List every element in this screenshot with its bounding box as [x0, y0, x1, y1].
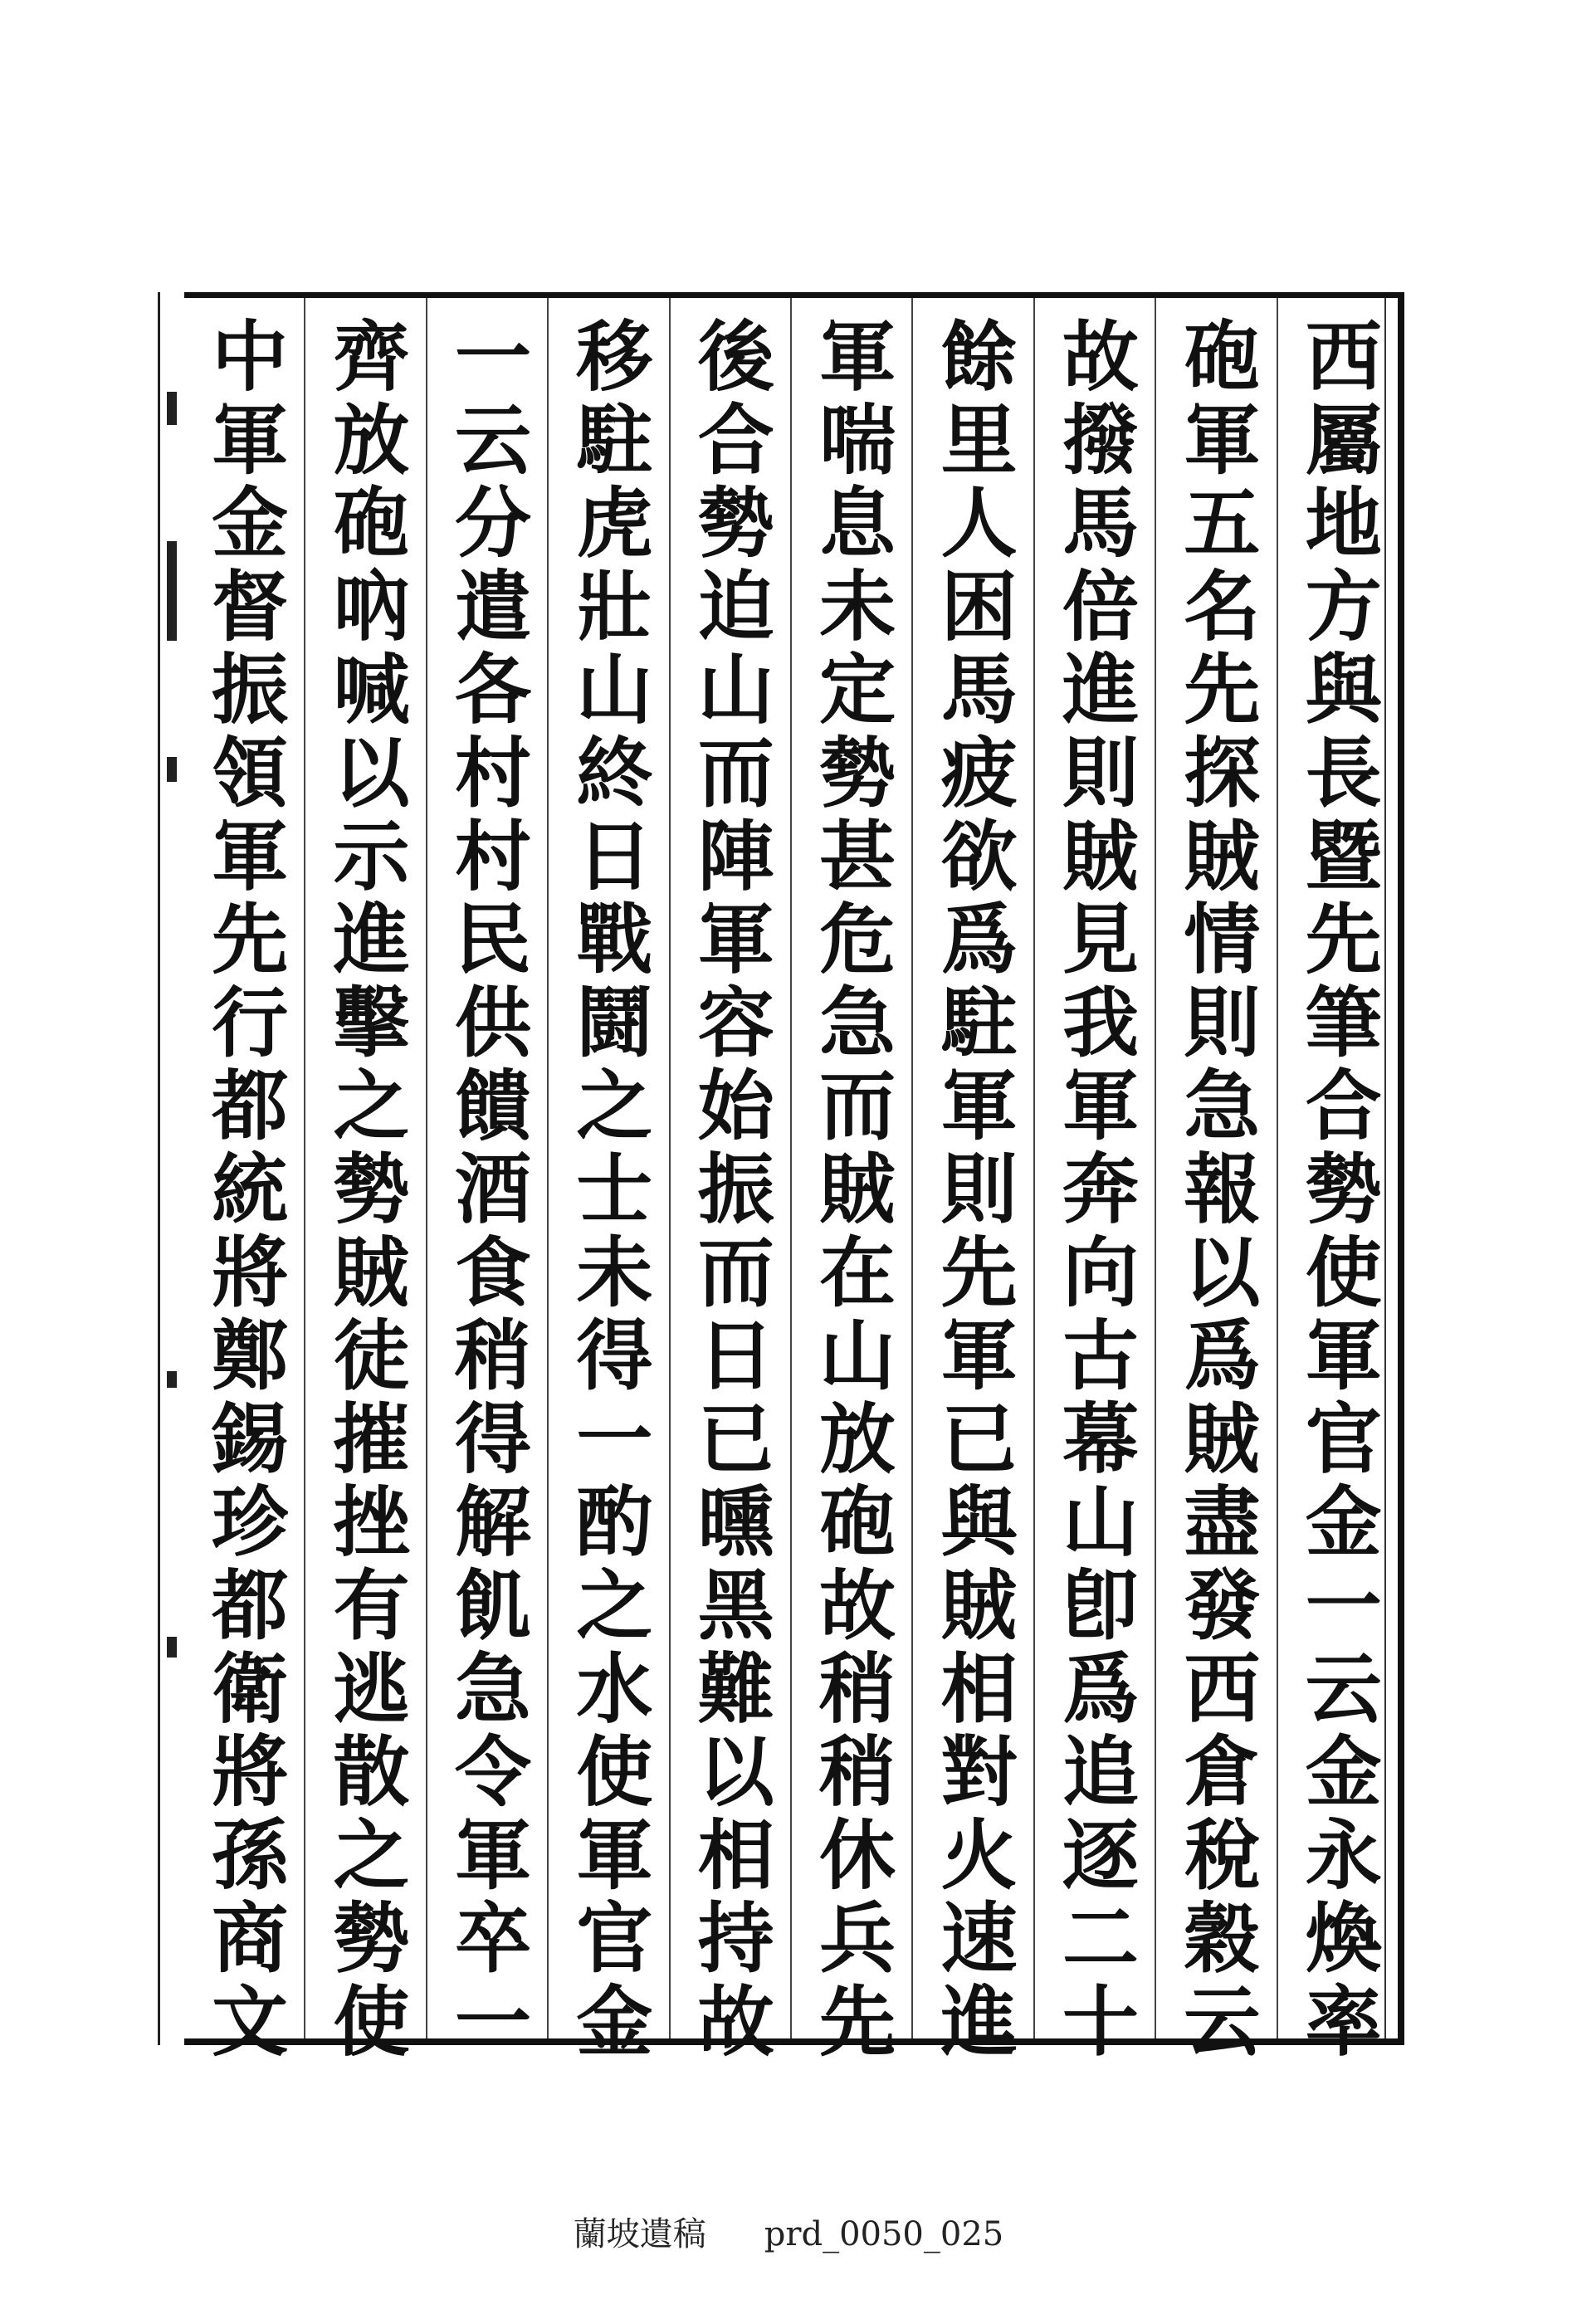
text-column: [426, 298, 547, 2065]
text-column: [911, 298, 1033, 2065]
text-column: [1277, 298, 1398, 2065]
column-text: 移駐虎壯山終日戰鬪之士未得一酌之水使軍官金: [564, 316, 654, 2065]
page-caption: [0, 2208, 1577, 2255]
column-text: 後合勢迫山而陣軍容始振而日已曛黑難以相持故: [685, 316, 775, 2065]
gutter-mark: [167, 541, 177, 641]
book-title: 蘭坡遺稿: [573, 2215, 706, 2253]
gutter-mark: [167, 392, 177, 425]
gutter-mark: [167, 1637, 177, 1658]
column-text: 故撥馬倍進則賊見我軍奔向古幕山卽爲追逐二十: [1049, 316, 1140, 2065]
column-text: 西屬地方與長暨先筆合勢使軍官金一云金永煥率: [1292, 316, 1383, 2065]
text-column: [669, 298, 790, 2065]
gutter-mark: [167, 757, 177, 782]
text-column: [790, 298, 911, 2065]
text-column: [547, 298, 668, 2065]
text-columns: [184, 298, 1398, 2065]
column-text: 中軍金督振領軍先行都統將鄭錫珍都衛將孫商文: [199, 316, 290, 2065]
text-column: [1033, 298, 1155, 2065]
column-text: 軍喘息未定勢甚危急而賊在山放砲故稍稍休兵先: [807, 316, 897, 2065]
page-id: prd_0050_025: [764, 2215, 1004, 2253]
text-column: [1155, 298, 1276, 2065]
page-gutter: [158, 292, 184, 2045]
column-text: 砲軍五名先探賊情則急報以爲賊盡發西倉稅穀云: [1171, 316, 1262, 2065]
text-frame: [184, 292, 1404, 2065]
gutter-mark: [167, 1371, 177, 1388]
text-column: [304, 298, 425, 2065]
column-text: 齊放砲吶喊以示進擊之勢賊徒摧挫有逃散之勢使: [320, 316, 411, 2065]
column-text: 一云分遣各村村民供饋酒食稍得解飢急令軍卒一: [442, 316, 532, 2065]
text-column: [184, 298, 304, 2065]
column-text: 餘里人困馬疲欲爲駐軍則先軍已與賊相對火速進: [928, 316, 1018, 2065]
